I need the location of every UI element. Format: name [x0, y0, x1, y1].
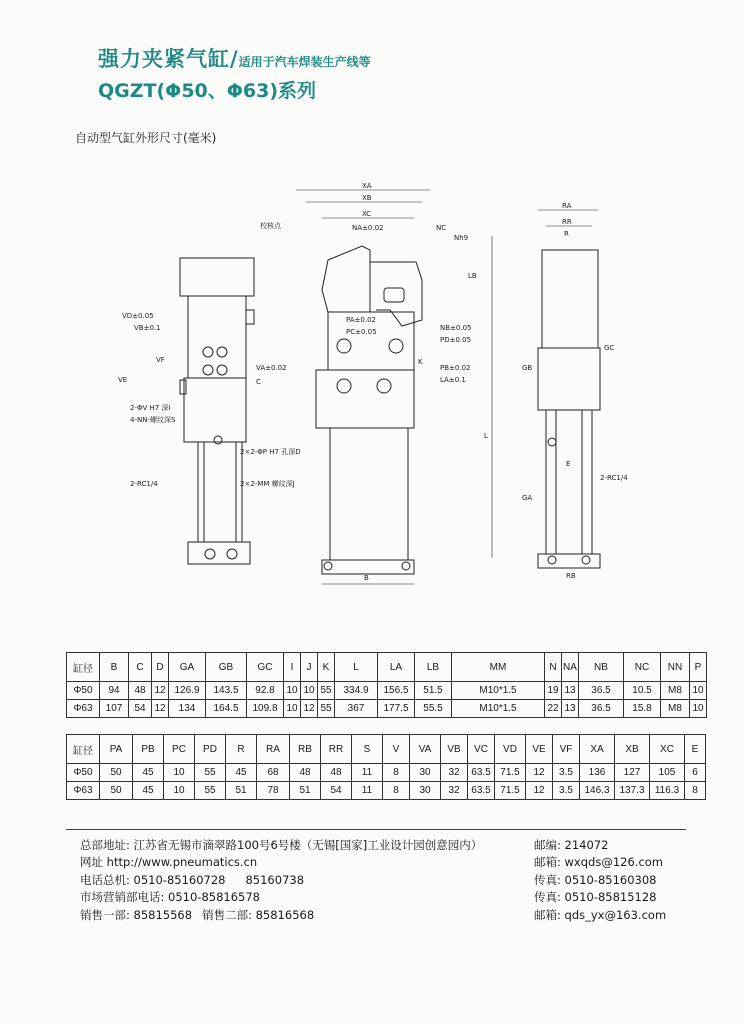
- table-cell: 45: [133, 764, 164, 782]
- table-header-cell: GA: [169, 653, 206, 682]
- main-view-clamp-arm: [322, 246, 370, 312]
- label-nc: NC: [436, 224, 447, 232]
- table-header-cell: R: [226, 735, 257, 764]
- main-view: [296, 190, 492, 584]
- table-header-row: [67, 653, 707, 682]
- table-header-cell: GC: [247, 653, 284, 682]
- table-cell: 107: [100, 700, 129, 718]
- label-rr: RR: [562, 218, 572, 226]
- label-pb: PB±0.02: [440, 364, 471, 372]
- table-cell: M8: [661, 682, 690, 700]
- table-cell: 48: [129, 682, 152, 700]
- address: 总部地址: 江苏省无锡市滴翠路100号6号楼（无锡[国家]工业设计园创意园内）: [80, 838, 483, 852]
- table-cell: M10*1.5: [452, 700, 545, 718]
- title-main: 强力夹紧气缸/: [98, 47, 239, 71]
- table-header-cell: PD: [195, 735, 226, 764]
- table-header-cell: K: [318, 653, 335, 682]
- table-header-cell: I: [284, 653, 301, 682]
- table-cell: 10: [164, 782, 195, 800]
- section-title: 自动型气缸外形尺寸(毫米): [75, 131, 217, 145]
- right-view-body: [538, 348, 600, 410]
- phone-main-1: 电话总机: 0510-85160728: [80, 872, 226, 887]
- table-cell: 45: [133, 782, 164, 800]
- left-view: [180, 258, 254, 564]
- table-header-cell: VE: [526, 735, 553, 764]
- table-cell: 36.5: [579, 682, 624, 700]
- table-cell: 12: [152, 700, 169, 718]
- spec-table-1: [66, 652, 707, 718]
- spec-table-2: [66, 734, 706, 800]
- label-gc: GC: [604, 344, 615, 352]
- table-cell: 50: [100, 782, 133, 800]
- label-r: R: [564, 230, 569, 238]
- table-cell: 51: [290, 782, 321, 800]
- label-rc-right: 2-RC1/4: [600, 474, 628, 482]
- sales-1: 销售一部: 85815568: [80, 907, 193, 922]
- table-cell: 71.5: [495, 764, 526, 782]
- table-header-cell: XA: [580, 735, 615, 764]
- table-cell: 68: [257, 764, 290, 782]
- table-header-cell: NC: [624, 653, 661, 682]
- label-xc: XC: [362, 210, 372, 218]
- table-header-row: [67, 735, 706, 764]
- table-header-cell: NA: [562, 653, 579, 682]
- table-cell: 71.5: [495, 782, 526, 800]
- label-c: C: [256, 378, 261, 386]
- label-gb: GB: [522, 364, 533, 372]
- table-header-cell: NB: [579, 653, 624, 682]
- table-cell: 12: [526, 782, 553, 800]
- label-ve: VE: [118, 376, 128, 384]
- left-view-body-mid: [184, 378, 246, 442]
- table-cell: 143.5: [206, 682, 247, 700]
- phone-main-2: 85160738: [245, 872, 305, 887]
- table-header-cell: PB: [133, 735, 164, 764]
- table-cell: 50: [100, 764, 133, 782]
- label-vb: VB±0.1: [134, 324, 161, 332]
- label-pc: PC±0.05: [346, 328, 377, 336]
- table-cell: Φ63: [67, 782, 100, 800]
- table-cell: Φ63: [67, 700, 100, 718]
- main-view-base: [322, 560, 414, 574]
- table-cell: 32: [441, 782, 468, 800]
- table-header-cell: D: [152, 653, 169, 682]
- table-cell: 8: [685, 782, 706, 800]
- table-cell: 51.5: [415, 682, 452, 700]
- table-header-cell: PC: [164, 735, 195, 764]
- table-cell: 45: [226, 764, 257, 782]
- footer-divider: [66, 829, 686, 830]
- table-cell: 36.5: [579, 700, 624, 718]
- label-k: K: [418, 358, 423, 366]
- table-cell: 55.5: [415, 700, 452, 718]
- table-header-cell: LA: [378, 653, 415, 682]
- table-header-cell: XC: [650, 735, 685, 764]
- label-b: B: [364, 574, 369, 582]
- table-header-cell: V: [383, 735, 410, 764]
- table-cell: 15.8: [624, 700, 661, 718]
- table-cell: M10*1.5: [452, 682, 545, 700]
- table-cell: 55: [195, 782, 226, 800]
- table-cell: 10.5: [624, 682, 661, 700]
- table-header-cell: VD: [495, 735, 526, 764]
- table-cell: 51: [226, 782, 257, 800]
- table-header-cell: VF: [553, 735, 580, 764]
- table-row: [67, 782, 706, 800]
- label-ra: RA: [562, 202, 572, 210]
- table-cell: 134: [169, 700, 206, 718]
- table-cell: 30: [410, 764, 441, 782]
- label-xb: XB: [362, 194, 372, 202]
- technical-drawing: [100, 170, 640, 610]
- table-cell: 146.3: [580, 782, 615, 800]
- table-cell: 12: [152, 682, 169, 700]
- table-cell: 10: [284, 700, 301, 718]
- table-header-cell: VB: [441, 735, 468, 764]
- table-cell: 55: [195, 764, 226, 782]
- table-header-cell: RA: [257, 735, 290, 764]
- table-cell: 3.5: [553, 782, 580, 800]
- table-header-cell: LB: [415, 653, 452, 682]
- table-cell: 6: [685, 764, 706, 782]
- phone-main: [80, 872, 482, 889]
- label-rc-left: 2-RC1/4: [130, 480, 158, 488]
- table-cell: 105: [650, 764, 685, 782]
- table-header-cell: P: [690, 653, 707, 682]
- table-cell: Φ50: [67, 682, 100, 700]
- label-mark: 校核点: [260, 222, 281, 230]
- table-header-cell: E: [685, 735, 706, 764]
- table-cell: 30: [410, 782, 441, 800]
- table-cell: 63.5: [468, 764, 495, 782]
- label-hole4: 2×2-MM 螺纹深J: [240, 480, 295, 488]
- label-rb: RB: [566, 572, 576, 580]
- contact-left: [80, 837, 482, 924]
- label-la: LA±0.1: [440, 376, 466, 384]
- table-header-cell: L: [335, 653, 378, 682]
- table-cell: 48: [290, 764, 321, 782]
- left-view-head: [180, 258, 254, 296]
- left-view-body-upper: [188, 296, 246, 378]
- label-e: E: [566, 460, 571, 468]
- contact-right: [534, 837, 666, 924]
- table-header-cell: N: [545, 653, 562, 682]
- series-title: QGZT(Φ50、Φ63)系列: [98, 80, 317, 102]
- table-header-cell: B: [100, 653, 129, 682]
- label-vf: VF: [156, 356, 165, 364]
- table-header-cell: RR: [321, 735, 352, 764]
- table-header-cell: PA: [100, 735, 133, 764]
- table-cell: 137.3: [615, 782, 650, 800]
- table-header-cell: 缸径: [67, 735, 100, 764]
- label-ga: GA: [522, 494, 533, 502]
- table-cell: 32: [441, 764, 468, 782]
- table-header-cell: NN: [661, 653, 690, 682]
- table-header-cell: XB: [615, 735, 650, 764]
- email-2[interactable]: 邮箱: qds_yx@163.com: [534, 907, 667, 922]
- table-header-cell: RB: [290, 735, 321, 764]
- table-cell: 54: [321, 782, 352, 800]
- table-header-cell: GB: [206, 653, 247, 682]
- right-view-base: [538, 554, 600, 568]
- table-header-cell: VA: [410, 735, 441, 764]
- marketing-phone: 市场营销部电话: 0510-85816578: [80, 890, 260, 905]
- table-cell: 11: [352, 782, 383, 800]
- page-title: [98, 43, 371, 73]
- label-na: NA±0.02: [352, 224, 384, 232]
- table-cell: M8: [661, 700, 690, 718]
- table-cell: 156.5: [378, 682, 415, 700]
- table-cell: 10: [690, 700, 707, 718]
- table-cell: 10: [164, 764, 195, 782]
- table-cell: 8: [383, 782, 410, 800]
- table-cell: 3.5: [553, 764, 580, 782]
- table-header-cell: VC: [468, 735, 495, 764]
- label-nb: NB±0.05: [440, 324, 472, 332]
- table-cell: 92.8: [247, 682, 284, 700]
- table-cell: 54: [129, 700, 152, 718]
- right-view-head: [542, 250, 598, 348]
- table-cell: 12: [526, 764, 553, 782]
- sales-2: 销售二部: 85816568: [202, 907, 315, 922]
- label-hole3: 2×2-ΦP H7 孔深D: [240, 448, 301, 456]
- table-cell: 55: [318, 700, 335, 718]
- table-cell: 22: [545, 700, 562, 718]
- left-view-base: [188, 542, 250, 564]
- table-cell: 8: [383, 764, 410, 782]
- label-vd: VD±0.05: [122, 312, 154, 320]
- label-hole1: 2-ΦV H7 深I: [130, 404, 171, 412]
- label-pd: PD±0.05: [440, 336, 472, 344]
- label-va: VA±0.02: [256, 364, 287, 372]
- table-cell: 164.5: [206, 700, 247, 718]
- table-cell: 55: [318, 682, 335, 700]
- table-cell: 109.8: [247, 700, 284, 718]
- label-lb: LB: [468, 272, 477, 280]
- table-header-cell: S: [352, 735, 383, 764]
- postcode: 邮编: 214072: [534, 838, 609, 852]
- label-pa: PA±0.02: [346, 316, 377, 324]
- right-view: [538, 210, 600, 568]
- email-1[interactable]: 邮箱: wxqds@126.com: [534, 855, 663, 870]
- table-cell: 19: [545, 682, 562, 700]
- fax-1: 传真: 0510-85160308: [534, 872, 657, 887]
- main-view-cylinder: [330, 428, 408, 560]
- table-cell: 48: [321, 764, 352, 782]
- table-header-cell: C: [129, 653, 152, 682]
- table-header-cell: 缸径: [67, 653, 100, 682]
- table-cell: 126.9: [169, 682, 206, 700]
- label-hole2: 4-NN-螺纹深S: [130, 416, 176, 424]
- website-link[interactable]: 网址 http://www.pneumatics.cn: [80, 855, 258, 870]
- table-cell: 63.5: [468, 782, 495, 800]
- table-cell: 13: [562, 700, 579, 718]
- table-cell: 10: [301, 682, 318, 700]
- table-cell: 11: [352, 764, 383, 782]
- table-cell: 367: [335, 700, 378, 718]
- table-cell: 13: [562, 682, 579, 700]
- table-cell: 334.9: [335, 682, 378, 700]
- label-xa: XA: [362, 182, 372, 190]
- table-row: [67, 700, 707, 718]
- table-cell: 94: [100, 682, 129, 700]
- fax-2: 传真: 0510-85815128: [534, 890, 657, 905]
- table-cell: 116.3: [650, 782, 685, 800]
- table-row: [67, 764, 706, 782]
- table-cell: 10: [284, 682, 301, 700]
- table-cell: 78: [257, 782, 290, 800]
- table-cell: 12: [301, 700, 318, 718]
- table-cell: 127: [615, 764, 650, 782]
- table-cell: Φ50: [67, 764, 100, 782]
- sales-phones: [80, 907, 482, 924]
- label-l: L: [484, 432, 488, 440]
- table-cell: 136: [580, 764, 615, 782]
- left-view-tube: [198, 442, 242, 542]
- table-header-cell: J: [301, 653, 318, 682]
- table-cell: 10: [690, 682, 707, 700]
- table-header-cell: MM: [452, 653, 545, 682]
- table-row: [67, 682, 707, 700]
- label-nh: Nh9: [454, 234, 469, 242]
- title-subtitle: 适用于汽车焊装生产线等: [238, 55, 371, 69]
- main-view-lower-housing: [316, 370, 414, 428]
- right-view-tube: [546, 410, 592, 554]
- table-cell: 177.5: [378, 700, 415, 718]
